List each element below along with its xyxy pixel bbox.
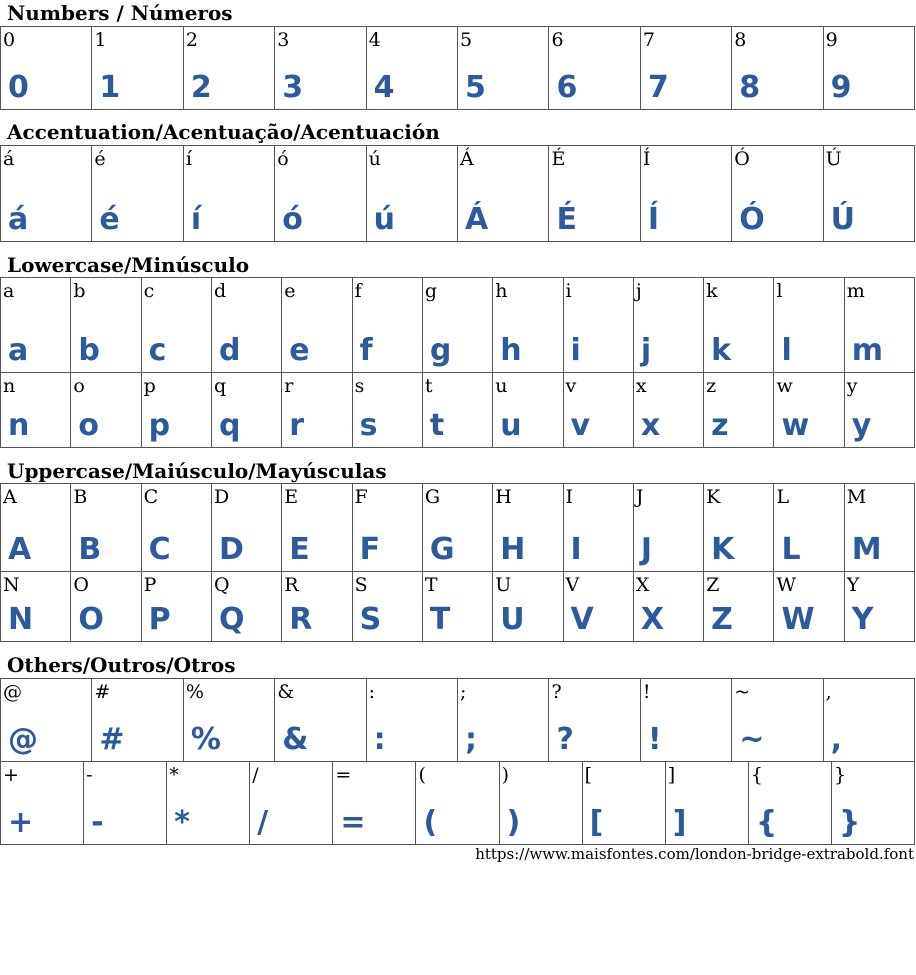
glyph-cell <box>563 372 634 448</box>
glyph-sample: l <box>781 333 792 368</box>
glyph-label: Ú <box>825 148 842 170</box>
glyph-cell <box>640 145 732 242</box>
glyph-sample: 1 <box>99 70 121 105</box>
glyph-sample: m <box>851 333 884 368</box>
glyph-cell <box>281 571 352 642</box>
glyph-label: e <box>284 280 296 302</box>
glyph-cell <box>0 678 92 762</box>
glyph-sample: h <box>500 333 522 368</box>
glyph-sample: 0 <box>8 70 29 105</box>
glyph-cell <box>0 372 71 448</box>
glyph-cell <box>703 483 774 572</box>
glyph-label: & <box>277 681 295 703</box>
glyph-cell <box>91 145 183 242</box>
glyph-cell <box>183 145 275 242</box>
glyph-label: S <box>354 574 368 596</box>
glyph-sample: W <box>781 602 815 637</box>
glyph-sample: & <box>282 722 309 757</box>
glyph-sample: U <box>500 602 525 637</box>
glyph-sample: Q <box>218 602 245 637</box>
glyph-label: 5 <box>460 29 473 51</box>
glyph-cell <box>548 145 640 242</box>
glyph-cell <box>457 678 549 762</box>
glyph-label: % <box>185 681 204 703</box>
glyph-sample: G <box>429 532 455 567</box>
glyph-cell <box>563 277 634 373</box>
glyph-label: i <box>565 280 572 302</box>
glyph-cell <box>70 372 141 448</box>
glyph-grid-others-row-2 <box>0 761 915 845</box>
glyph-grid-uppercase-row-2 <box>0 571 915 642</box>
glyph-label: E <box>284 486 299 508</box>
glyph-grid-accentuation <box>0 145 915 242</box>
glyph-cell <box>422 372 493 448</box>
glyph-label: 7 <box>642 29 655 51</box>
glyph-label: # <box>94 681 111 703</box>
glyph-cell <box>831 761 915 845</box>
glyph-sample: Ó <box>739 202 765 237</box>
glyph-label: } <box>833 764 847 786</box>
glyph-sample: d <box>218 333 241 368</box>
glyph-cell <box>640 26 732 110</box>
glyph-cell <box>211 372 282 448</box>
glyph-sample: u <box>500 408 522 443</box>
glyph-label: d <box>213 280 227 302</box>
glyph-cell <box>563 571 634 642</box>
glyph-cell <box>703 372 774 448</box>
glyph-cell <box>0 277 71 373</box>
glyph-sample: V <box>570 602 594 637</box>
glyph-cell <box>844 571 915 642</box>
glyph-label: ~ <box>734 681 751 703</box>
section-title-numbers: Numbers / Números <box>7 1 233 25</box>
glyph-cell <box>274 678 366 762</box>
glyph-sample: R <box>289 602 313 637</box>
glyph-sample: Z <box>711 602 733 637</box>
glyph-cell <box>731 678 823 762</box>
glyph-cell <box>183 678 275 762</box>
glyph-cell <box>249 761 333 845</box>
glyph-sample: Ú <box>830 202 856 237</box>
glyph-sample: K <box>711 532 735 567</box>
glyph-cell <box>492 277 563 373</box>
glyph-label: N <box>3 574 20 596</box>
source-url: https://www.maisfontes.com/london-bridge-extrabold.font <box>475 845 914 863</box>
glyph-sample: x <box>640 408 661 443</box>
glyph-label: * <box>169 764 179 786</box>
glyph-cell <box>563 483 634 572</box>
glyph-cell <box>422 571 493 642</box>
glyph-cell <box>844 277 915 373</box>
glyph-label: o <box>73 375 85 397</box>
glyph-label: u <box>495 375 508 397</box>
glyph-label: 9 <box>825 29 838 51</box>
glyph-label: p <box>143 375 156 397</box>
glyph-cell <box>281 277 352 373</box>
glyph-cell <box>141 571 212 642</box>
glyph-label: z <box>706 375 717 397</box>
glyph-cell <box>457 145 549 242</box>
glyph-cell <box>211 277 282 373</box>
glyph-label: Z <box>706 574 720 596</box>
glyph-sample: Á <box>465 202 489 237</box>
glyph-sample: g <box>429 333 452 368</box>
glyph-sample: y <box>851 408 872 443</box>
glyph-cell <box>0 483 71 572</box>
glyph-label: : <box>368 681 376 703</box>
glyph-sample: M <box>851 532 882 567</box>
glyph-cell <box>457 26 549 110</box>
glyph-cell <box>773 571 844 642</box>
glyph-label: í <box>185 148 192 170</box>
glyph-cell <box>141 483 212 572</box>
glyph-cell <box>582 761 666 845</box>
glyph-label: s <box>354 375 365 397</box>
glyph-cell <box>274 145 366 242</box>
glyph-label: C <box>143 486 159 508</box>
glyph-label: Á <box>460 148 474 170</box>
glyph-sample: w <box>781 408 810 443</box>
glyph-label: 8 <box>734 29 747 51</box>
glyph-sample: E <box>289 532 310 567</box>
glyph-sample: F <box>359 532 381 567</box>
glyph-label: l <box>776 280 783 302</box>
glyph-label: Y <box>846 574 860 596</box>
glyph-cell <box>281 483 352 572</box>
glyph-cell <box>731 26 823 110</box>
glyph-cell <box>548 678 640 762</box>
glyph-label: c <box>143 280 155 302</box>
glyph-label: R <box>284 574 299 596</box>
glyph-label: f <box>354 280 362 302</box>
glyph-label: @ <box>3 681 22 703</box>
glyph-cell <box>0 761 84 845</box>
glyph-label: L <box>776 486 790 508</box>
glyph-sample: c <box>148 333 167 368</box>
glyph-label: w <box>776 375 793 397</box>
glyph-sample: i <box>570 333 581 368</box>
glyph-label: q <box>213 375 227 397</box>
glyph-cell <box>70 483 141 572</box>
glyph-label: ; <box>460 681 467 703</box>
glyph-sample: r <box>289 408 305 443</box>
glyph-cell <box>844 372 915 448</box>
glyph-cell <box>492 483 563 572</box>
glyph-sample: ( <box>423 805 438 840</box>
glyph-label: É <box>551 148 566 170</box>
glyph-label: Í <box>642 148 651 170</box>
glyph-cell <box>211 483 282 572</box>
glyph-cell <box>352 277 423 373</box>
glyph-cell <box>366 145 458 242</box>
glyph-label: g <box>424 280 438 302</box>
glyph-sample: b <box>78 333 100 368</box>
glyph-cell <box>366 678 458 762</box>
glyph-cell <box>823 678 915 762</box>
glyph-sample: { <box>755 805 778 840</box>
glyph-sample: Í <box>647 202 660 237</box>
glyph-cell <box>633 483 704 572</box>
glyph-label: ( <box>418 764 426 786</box>
glyph-cell <box>281 372 352 448</box>
glyph-cell <box>352 483 423 572</box>
glyph-sample: A <box>8 532 32 567</box>
glyph-label: ó <box>277 148 289 170</box>
glyph-label: J <box>635 486 644 508</box>
glyph-label: G <box>424 486 441 508</box>
glyph-sample: 8 <box>739 70 761 105</box>
glyph-sample: a <box>8 333 29 368</box>
glyph-sample: N <box>8 602 34 637</box>
glyph-label: a <box>3 280 15 302</box>
glyph-label: t <box>424 375 433 397</box>
glyph-label: Ó <box>734 148 750 170</box>
glyph-sample: ~ <box>739 722 765 757</box>
glyph-cell <box>70 277 141 373</box>
glyph-label: K <box>706 486 721 508</box>
glyph-sample: e <box>289 333 310 368</box>
glyph-label: X <box>635 574 650 596</box>
glyph-label: W <box>776 574 796 596</box>
glyph-sample: = <box>340 805 366 840</box>
glyph-label: ? <box>551 681 562 703</box>
glyph-grid-lowercase-row-1 <box>0 277 915 373</box>
glyph-cell <box>665 761 749 845</box>
glyph-label: U <box>495 574 512 596</box>
glyph-sample: 4 <box>373 70 395 105</box>
glyph-label: j <box>635 280 642 302</box>
glyph-label: V <box>565 574 580 596</box>
glyph-sample: ] <box>672 805 687 840</box>
glyph-label: ] <box>667 764 676 786</box>
glyph-sample: 2 <box>190 70 212 105</box>
glyph-label: 6 <box>551 29 564 51</box>
glyph-cell <box>91 26 183 110</box>
glyph-sample: P <box>148 602 171 637</box>
glyph-label: 1 <box>94 29 107 51</box>
glyph-cell <box>633 277 704 373</box>
glyph-grid-uppercase-row-1 <box>0 483 915 572</box>
glyph-cell <box>352 372 423 448</box>
glyph-label: P <box>143 574 157 596</box>
glyph-sample: t <box>429 408 445 443</box>
glyph-sample: v <box>570 408 591 443</box>
glyph-cell <box>0 145 92 242</box>
glyph-label: é <box>94 148 106 170</box>
glyph-sample: L <box>781 532 801 567</box>
glyph-sample: O <box>78 602 104 637</box>
glyph-label: v <box>565 375 577 397</box>
glyph-label: x <box>635 375 647 397</box>
glyph-sample: ? <box>556 722 574 757</box>
glyph-sample: ó <box>282 202 303 237</box>
glyph-grid-lowercase-row-2 <box>0 372 915 448</box>
glyph-cell <box>83 761 167 845</box>
glyph-sample: @ <box>8 722 38 757</box>
glyph-sample: - <box>91 805 104 840</box>
glyph-cell <box>748 761 832 845</box>
glyph-cell <box>422 277 493 373</box>
glyph-cell <box>70 571 141 642</box>
glyph-sample: J <box>640 532 652 567</box>
glyph-sample: o <box>78 408 99 443</box>
glyph-cell <box>274 26 366 110</box>
glyph-sample: z <box>711 408 729 443</box>
glyph-cell <box>773 277 844 373</box>
glyph-label: 2 <box>185 29 198 51</box>
glyph-cell <box>211 571 282 642</box>
glyph-cell <box>0 571 71 642</box>
glyph-cell <box>366 26 458 110</box>
glyph-label: á <box>3 148 15 170</box>
glyph-label: ) <box>501 764 509 786</box>
glyph-label: T <box>424 574 438 596</box>
glyph-sample: [ <box>589 805 604 840</box>
glyph-sample: T <box>429 602 451 637</box>
glyph-cell <box>823 26 915 110</box>
glyph-sample: j <box>640 333 652 368</box>
glyph-sample: C <box>148 532 171 567</box>
glyph-cell <box>166 761 250 845</box>
glyph-sample: I <box>570 532 582 567</box>
glyph-cell <box>844 483 915 572</box>
glyph-label: Q <box>213 574 230 596</box>
glyph-label: = <box>335 764 352 786</box>
glyph-cell <box>640 678 732 762</box>
glyph-label: , <box>825 681 832 703</box>
glyph-sample: k <box>711 333 732 368</box>
glyph-sample: Y <box>851 602 874 637</box>
glyph-sample: % <box>190 722 221 757</box>
glyph-cell <box>773 372 844 448</box>
glyph-cell <box>548 26 640 110</box>
glyph-label: O <box>73 574 89 596</box>
glyph-cell <box>352 571 423 642</box>
glyph-cell <box>422 483 493 572</box>
glyph-sample: } <box>838 805 861 840</box>
section-title-lowercase: Lowercase/Minúsculo <box>7 253 250 277</box>
glyph-sample: 9 <box>830 70 852 105</box>
glyph-sample: , <box>830 722 843 757</box>
glyph-sample: á <box>8 202 29 237</box>
glyph-cell <box>332 761 416 845</box>
glyph-grid-others-row-1 <box>0 678 915 762</box>
glyph-label: B <box>73 486 88 508</box>
glyph-sample: n <box>8 408 30 443</box>
glyph-cell <box>731 145 823 242</box>
glyph-cell <box>499 761 583 845</box>
glyph-grid-numbers <box>0 26 915 110</box>
glyph-label: b <box>73 280 86 302</box>
glyph-sample: f <box>359 333 373 368</box>
glyph-sample: é <box>99 202 120 237</box>
glyph-label: 0 <box>3 29 16 51</box>
glyph-sample: # <box>99 722 125 757</box>
glyph-label: A <box>3 486 17 508</box>
glyph-label: h <box>495 280 508 302</box>
glyph-sample: 7 <box>647 70 669 105</box>
glyph-label: ! <box>642 681 651 703</box>
glyph-sample: 3 <box>282 70 304 105</box>
glyph-label: / <box>252 764 259 786</box>
glyph-cell <box>141 372 212 448</box>
glyph-cell <box>415 761 499 845</box>
glyph-cell <box>773 483 844 572</box>
glyph-label: + <box>3 764 19 786</box>
glyph-sample: 6 <box>556 70 578 105</box>
glyph-label: 3 <box>277 29 290 51</box>
glyph-label: r <box>284 375 294 397</box>
glyph-sample: D <box>218 532 244 567</box>
glyph-sample: X <box>640 602 664 637</box>
glyph-label: n <box>3 375 16 397</box>
glyph-sample: p <box>148 408 171 443</box>
glyph-label: H <box>495 486 512 508</box>
glyph-label: y <box>846 375 858 397</box>
glyph-label: D <box>213 486 230 508</box>
glyph-sample: ; <box>465 722 478 757</box>
glyph-sample: H <box>500 532 526 567</box>
section-title-accentuation: Accentuation/Acentuação/Acentuación <box>7 120 440 144</box>
glyph-sample: / <box>257 805 269 840</box>
glyph-sample: B <box>78 532 102 567</box>
glyph-sample: í <box>190 202 202 237</box>
glyph-label: { <box>750 764 763 786</box>
glyph-cell <box>633 571 704 642</box>
glyph-label: m <box>846 280 865 302</box>
glyph-label: [ <box>584 764 593 786</box>
glyph-sample: 5 <box>465 70 486 105</box>
glyph-sample: ) <box>506 805 521 840</box>
glyph-sample: S <box>359 602 382 637</box>
glyph-sample: * <box>174 805 190 840</box>
glyph-sample: q <box>218 408 241 443</box>
glyph-sample: ú <box>373 202 395 237</box>
glyph-label: k <box>706 280 718 302</box>
glyph-cell <box>183 26 275 110</box>
glyph-sample: + <box>8 805 34 840</box>
glyph-cell <box>703 571 774 642</box>
glyph-sample: s <box>359 408 378 443</box>
glyph-sample: : <box>373 722 386 757</box>
glyph-cell <box>633 372 704 448</box>
glyph-label: M <box>846 486 867 508</box>
glyph-label: - <box>86 764 93 786</box>
glyph-sample: ! <box>647 722 662 757</box>
glyph-cell <box>703 277 774 373</box>
glyph-label: F <box>354 486 368 508</box>
glyph-cell <box>91 678 183 762</box>
section-title-uppercase: Uppercase/Maiúsculo/Mayúsculas <box>7 459 387 483</box>
glyph-label: 4 <box>368 29 381 51</box>
glyph-cell <box>492 372 563 448</box>
glyph-label: I <box>565 486 574 508</box>
glyph-cell <box>141 277 212 373</box>
glyph-cell <box>0 26 92 110</box>
glyph-sample: É <box>556 202 577 237</box>
glyph-cell <box>492 571 563 642</box>
glyph-label: ú <box>368 148 381 170</box>
section-title-others: Others/Outros/Otros <box>7 653 236 677</box>
glyph-cell <box>823 145 915 242</box>
